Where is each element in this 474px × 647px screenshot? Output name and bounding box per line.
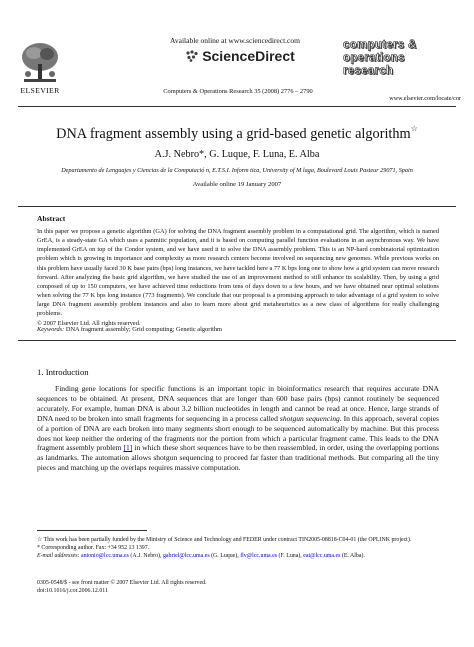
journal-logo-line: computers & <box>343 39 417 51</box>
emphasized-term: shotgun sequencing <box>279 413 340 423</box>
paragraph-text: in which these short sequences have to be then reassembled, in order, using the overlapping portions as landmarks. The automation allows shotgun sequencing to proceed far faster than traditional methods. But comparing all the tiny pieces and matching up the overlaps requires massive computation. <box>37 443 439 473</box>
section-heading-introduction: 1. Introduction <box>37 367 89 377</box>
email-owner: (F. Luna), <box>277 553 304 559</box>
email-link[interactable]: flv@lcc.uma.es <box>240 553 278 559</box>
email-link[interactable]: eat@lcc.uma.es <box>303 553 341 559</box>
journal-logo <box>343 40 453 88</box>
footnote-funding: ☆ This work has been partially funded by the Ministry of Science and Technology and FEDER under contract TIN2005-08818-C04-01 (the OPLINK project). <box>37 537 412 543</box>
keywords <box>37 326 439 333</box>
publisher-wordmark: ELSEVIER <box>20 86 60 95</box>
sciencedirect-logo <box>160 48 320 64</box>
paragraph-text: . In this approach, several copies of a portion of DNA are each broken into many segments short enough to be sequenced automatically by machine. But this process does not keep neither the ordering of the fragments nor the portion from which a particular fragment came. This leads to the DNA fragment assembly problem <box>37 413 439 453</box>
issn-line: 0305-0548/$ - see front matter © 2007 Elsevier Ltd. All rights reserved. <box>37 580 207 586</box>
email-label: E-mail addresses: <box>37 553 80 559</box>
doi-line[interactable]: doi:10.1016/j.cor.2006.12.011 <box>37 588 108 595</box>
reference-link[interactable]: [1] <box>123 443 133 453</box>
header-divider <box>18 106 456 107</box>
footnote-corresponding: * Corresponding author. Fax: +34 952 13 1397. <box>37 545 150 551</box>
keywords-label: Keywords: <box>37 326 65 333</box>
bottom-info <box>37 579 439 596</box>
footnote-divider <box>37 530 147 531</box>
journal-citation: Computers & Operations Research 35 (2008) 2776 – 2790 <box>163 88 313 95</box>
available-online-text: Available online at www.sciencedirect.com <box>170 36 300 45</box>
author-list: A.J. Nebro*, G. Luque, F. Luna, E. Alba <box>154 149 320 160</box>
email-owner: (G. Luque), <box>209 553 241 559</box>
available-date: Available online 19 January 2007 <box>192 181 282 188</box>
abstract-heading: Abstract <box>37 214 66 223</box>
title-text: DNA fragment assembly using a grid-based genetic algorithm <box>56 126 411 142</box>
keywords-list: DNA fragment assembly; Grid computing; Genetic algorithm <box>65 326 222 333</box>
email-link[interactable]: antonio@lcc.uma.es <box>80 553 129 559</box>
email-owner: (E. Alba). <box>340 553 365 559</box>
sciencedirect-dots-icon <box>185 50 199 62</box>
paragraph <box>37 384 439 473</box>
journal-logo-line: research <box>343 65 394 77</box>
sciencedirect-wordmark: ScienceDirect <box>202 48 295 64</box>
footnotes <box>37 536 439 560</box>
title-footnote-mark[interactable]: ☆ <box>410 124 418 133</box>
paragraph-text: Finding gene locations for specific functions is an important topic in bioinformatics research that requires accurate DNA sequences to be obtained. At present, DNA sequences that are longer than 600 base pairs (bps) cannot routinely be sequenced accurately. For example, human DNA is about 3.2 billion nucleotides in length and cannot be read at once. Hence, large strands of DNA need to be broken into small fragments for sequencing in a process called <box>37 384 439 423</box>
affiliation: Departamento de Lenguajes y Ciencias de la Computació n, E.T.S.I. Inform tica, University of M laga, Boulevard Louis Pasteur 29071, Spain <box>61 167 413 174</box>
abstract-copyright: © 2007 Elsevier Ltd. All rights reserved. <box>37 319 141 327</box>
abstract-text: In this paper we propose a genetic algorithm (GA) for solving the DNA fragment assembly problem in a computational grid. The algorithm, which is named GrEA, is a steady-state GA which uses a panmitic population, and it is based on computing parallel function evaluations in an asynchronous way. We have implemented GrEA on top of the Condor system, and we have used it to solve the DNA assembly problem. This is an NP-hard combinatorial optimization problem which is growing in importance and complexity as more research centers become involved on sequencing new genomes. While previous works on this problem have usually faced 30 K base pairs (bps) long instances, we have tackled here a 77 K bps long one to show how a grid system can move research forward. After analyzing the basic grid algorithm, we have studied the use of an improvement method to still enhance its scalability. Then, by using a grid composed of up to 150 computers, we have achieved time reductions from tens of days down to a few hours, and we have obtained near optimal solutions when solving the 77 K bps long instance (773 fragments). We conclude that our proposal is a promising approach to take advantage of a grid system to solve large DNA fragment assembly problem instances and also to learn more about grid metaheuristics as a new class of algorithms for really challenging problems. <box>37 228 439 318</box>
journal-logo-line: operations <box>343 52 405 64</box>
abstract-bottom-divider <box>18 340 456 341</box>
journal-url[interactable]: www.elsevier.com/locate/cor <box>389 95 461 102</box>
footnote-emails <box>37 552 439 560</box>
article-title <box>20 124 454 143</box>
introduction-body <box>37 384 439 473</box>
abstract-body <box>37 227 439 328</box>
abstract-top-divider <box>18 206 456 207</box>
email-owner: (A.J. Nebro), <box>128 553 163 559</box>
elsevier-tree-logo <box>18 40 62 86</box>
email-link[interactable]: gabriel@lcc.uma.es <box>162 553 210 559</box>
